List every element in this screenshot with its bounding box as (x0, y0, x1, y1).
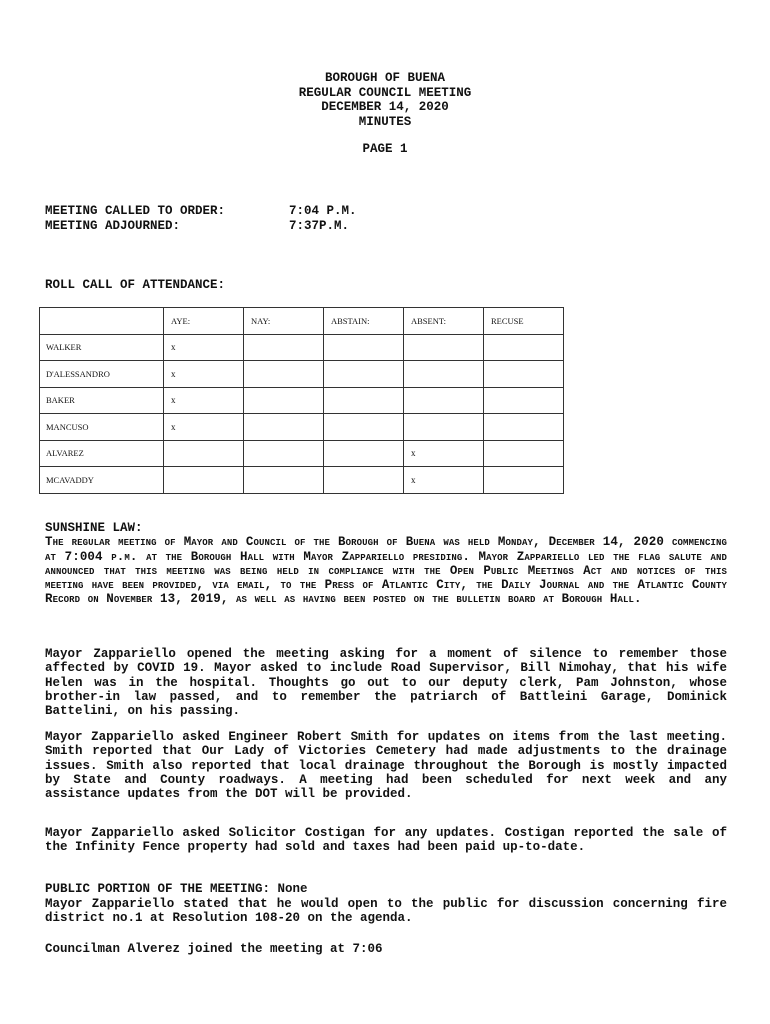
vote-cell (164, 440, 244, 467)
vote-cell (244, 467, 324, 494)
column-header-nay: NAY: (244, 308, 324, 335)
adjourned-time: 7:37P.M. (289, 219, 350, 233)
vote-cell (404, 414, 484, 441)
column-header-recuse: RECUSE (484, 308, 564, 335)
vote-cell (244, 414, 324, 441)
table-row (40, 467, 564, 494)
vote-cell (484, 361, 564, 388)
table-row (40, 334, 564, 361)
vote-cell: x (164, 334, 244, 361)
vote-cell (404, 387, 484, 414)
called-to-order-label: MEETING CALLED TO ORDER: (45, 204, 226, 218)
table-row (40, 361, 564, 388)
called-to-order-time: 7:04 P.M. (289, 204, 357, 218)
vote-cell (404, 361, 484, 388)
vote-cell: x (164, 387, 244, 414)
member-name: ALVAREZ (40, 440, 164, 467)
public-discussion-paragraph: Mayor Zappariello stated that he would open to the public for discussion concerning fire district no.1 at Resolution 108-20 on the agenda. (45, 897, 727, 926)
vote-cell (484, 334, 564, 361)
vote-cell (164, 467, 244, 494)
vote-cell (324, 334, 404, 361)
member-name: D'ALESSANDRO (40, 361, 164, 388)
vote-cell (484, 387, 564, 414)
sunshine-law-section (45, 521, 727, 607)
vote-cell: x (164, 414, 244, 441)
table-row (40, 387, 564, 414)
vote-cell (244, 387, 324, 414)
moment-of-silence-paragraph: Mayor Zappariello opened the meeting asking for a moment of silence to remember those affected by COVID 19. Mayor asked to include Road Supervisor, Bill Nimohay, that his wife Helen was in the hospital. Thoughts go out to our deputy clerk, Pam Johnston, whose brother-in law passed, and to remember the patriarch of Battleini Garage, Dominick Battelini, on his passing. (45, 647, 727, 719)
page-number: PAGE 1 (362, 142, 408, 156)
member-name: MANCUSO (40, 414, 164, 441)
public-portion-heading: PUBLIC PORTION OF THE MEETING: None (45, 882, 308, 896)
meeting-date: DECEMBER 14, 2020 (321, 100, 449, 114)
table-corner-cell (40, 308, 164, 335)
document-header (0, 71, 770, 157)
councilman-joined-paragraph: Councilman Alverez joined the meeting at 7:06 (45, 942, 383, 956)
column-header-abstain: ABSTAIN: (324, 308, 404, 335)
meeting-type: REGULAR COUNCIL MEETING (298, 85, 472, 100)
vote-cell: x (164, 361, 244, 388)
vote-cell (324, 387, 404, 414)
vote-cell (244, 334, 324, 361)
vote-cell (324, 361, 404, 388)
table-header-row (40, 308, 564, 335)
sunshine-law-title: SUNSHINE LAW: (45, 521, 143, 535)
engineer-update-paragraph: Mayor Zappariello asked Engineer Robert Smith for updates on items from the last meeting. Smith reported that Our Lady of Victories Cemetery had made adjustments to the drainage issues. Smith also reported that local drainage throughout the Borough is mostly impacted by State and County roadways. A meeting had been scheduled for next week and any assistance updates from the DOT will be provided. (45, 730, 727, 802)
member-name: WALKER (40, 334, 164, 361)
vote-cell (484, 414, 564, 441)
column-header-absent: ABSENT: (404, 308, 484, 335)
vote-cell: x (404, 467, 484, 494)
column-header-aye: AYE: (164, 308, 244, 335)
sunshine-law-text: The regular meeting of Mayor and Council of the Borough of Buena was held Monday, December 14, 2020 commencing at 7:004 p.m. at the Borough Hall with Mayor Zappariello presiding. Mayor Zappariello led the flag salute and announced that this meeting was being held in compliance with the Open Public Meetings Act and notices of this meeting have been provided, via email, to the Press of Atlantic City, the Daily Journal and the Atlantic County Record on November 13, 2019, as well as having been posted on the bulletin board at Borough Hall. (45, 535, 727, 607)
adjourned-label: MEETING ADJOURNED: (45, 219, 181, 233)
vote-cell (324, 440, 404, 467)
vote-cell (404, 334, 484, 361)
vote-cell: x (404, 440, 484, 467)
borough-title: BOROUGH OF BUENA (324, 71, 446, 85)
vote-cell (324, 414, 404, 441)
vote-cell (484, 440, 564, 467)
roll-call-title: ROLL CALL OF ATTENDANCE: (45, 278, 226, 292)
solicitor-update-paragraph: Mayor Zappariello asked Solicitor Costigan for any updates. Costigan reported the sale of the Infinity Fence property had sold and taxes had been paid up-to-date. (45, 826, 727, 855)
table-row (40, 440, 564, 467)
vote-cell (244, 440, 324, 467)
vote-cell (244, 361, 324, 388)
member-name: BAKER (40, 387, 164, 414)
minutes-title: MINUTES (358, 114, 412, 129)
vote-cell (484, 467, 564, 494)
vote-cell (324, 467, 404, 494)
roll-call-table (39, 307, 564, 494)
member-name: MCAVADDY (40, 467, 164, 494)
table-row (40, 414, 564, 441)
